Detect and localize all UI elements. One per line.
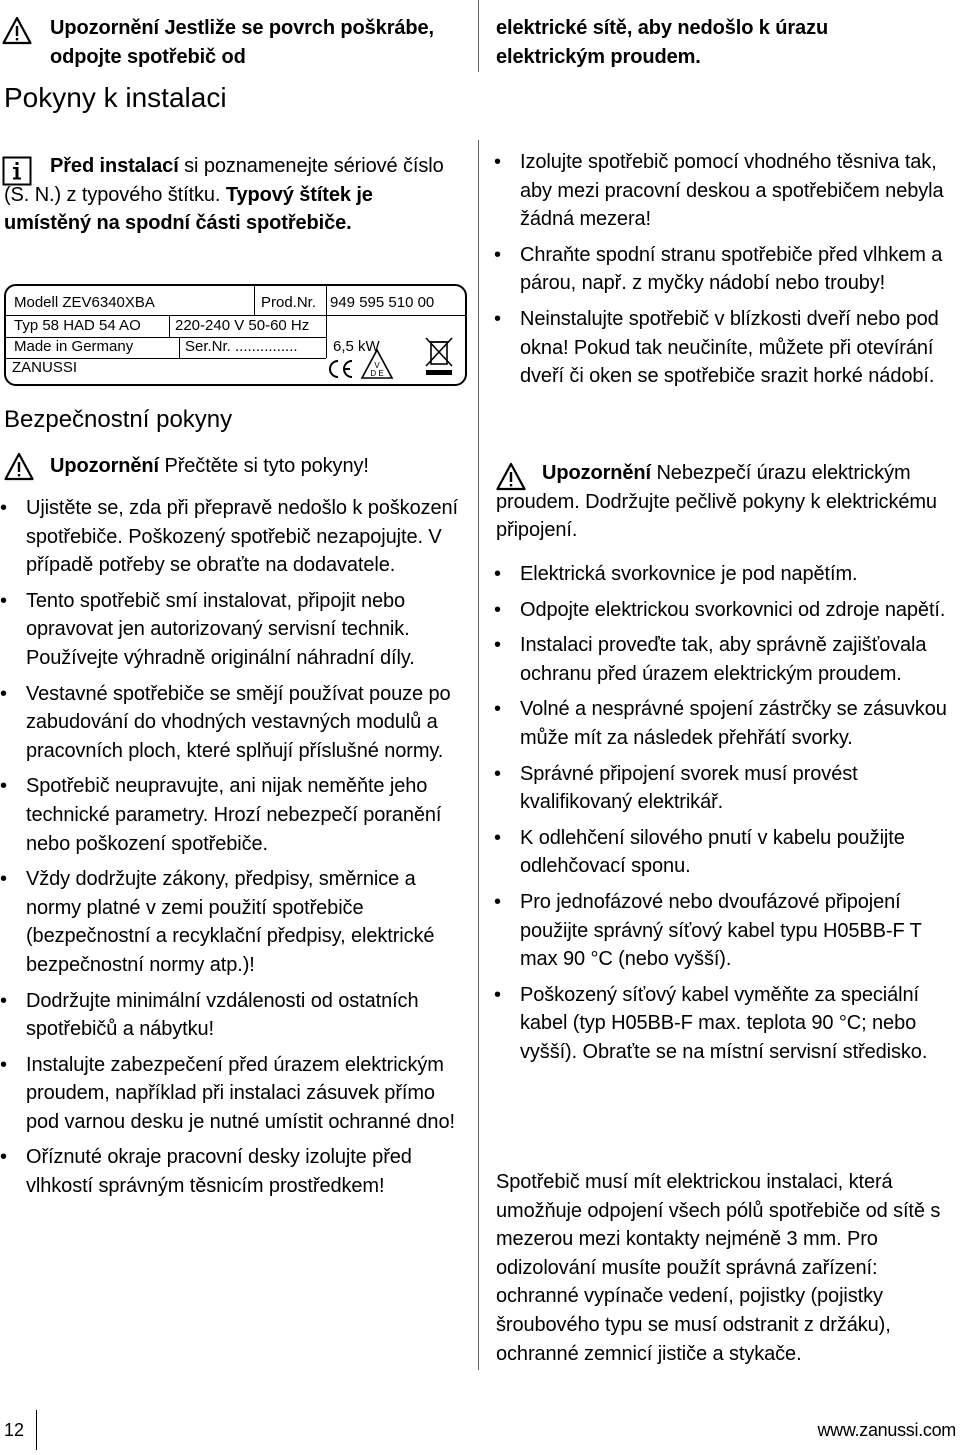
safety-warning-bold: Upozornění — [50, 455, 159, 477]
right-bullet-list-bottom — [494, 560, 958, 1074]
electric-warning — [496, 459, 954, 545]
plate-prod-nr: 949 595 510 00 — [330, 294, 435, 311]
list-item: • Elektrická svorkovnice je pod napětím. — [494, 560, 958, 589]
info-note-tail: Typový štítek je umístěný na spodní části spotřebiče. — [4, 183, 373, 235]
info-note-lead: Před instalací — [50, 155, 179, 177]
info-note-text: si poznamenejte sériové číslo (S. N.) z typového štítku. — [4, 155, 444, 206]
section-title: Pokyny k instalaci — [4, 82, 227, 113]
plate-made-in: Made in Germany — [14, 338, 134, 355]
electric-warning-text: Nebezpečí úrazu elektrickým proudem. Dodržujte pečlivě pokyny k elektrickému připojení. — [496, 462, 937, 542]
warning-icon — [2, 16, 32, 46]
list-item: • Ujistěte se, zda při přepravě nedošlo k poškození spotřebiče. Poškozený spotřebič nezapojujte. V případě potřeby se obraťte na dodavatele. — [0, 494, 462, 580]
list-item: • Dodržujte minimální vzdálenosti od ostatních spotřebičů a nábytku! — [0, 987, 462, 1044]
safety-warning-text: Přečtěte si tyto pokyny! — [164, 455, 369, 477]
warning-icon — [4, 452, 34, 482]
column-divider — [478, 140, 479, 1370]
list-item: • Instalujte zabezpečení před úrazem elektrickým proudem, například při instalaci zásuvek přímo pod varnou desku je nutné umístit ochranné dno! — [0, 1051, 462, 1137]
list-item: • Volné a nesprávné spojení zástrčky se zásuvkou může mít za následek přehřátí svorky. — [494, 695, 958, 752]
plate-divider — [6, 315, 465, 316]
right-bullet-list-top — [494, 148, 958, 398]
list-item: • Pro jednofázové nebo dvoufázové připojení použijte správný síťový kabel typu H05BB-F T max 90 °C (nebo vyšší). — [494, 888, 958, 974]
electric-warning-bold: Upozornění — [542, 462, 651, 484]
page-number: 12 — [4, 1420, 25, 1440]
plate-vdivider — [179, 337, 180, 358]
website-link[interactable]: www.zanussi.com — [817, 1420, 956, 1440]
list-item: • Spotřebič neupravujte, ani nijak neměňte jeho technické parametry. Hrozí nebezpečí poranění nebo poškození spotřebiče. — [0, 772, 462, 858]
left-bullet-list — [0, 494, 462, 1208]
weee-bin-icon — [424, 334, 454, 376]
svg-text:D E: D E — [370, 369, 384, 378]
plate-ser-nr: Ser.Nr. ............... — [185, 338, 298, 355]
plate-vdivider — [254, 286, 255, 315]
ce-mark-icon — [326, 358, 356, 380]
svg-text:V: V — [374, 361, 380, 370]
plate-vdivider — [326, 286, 327, 358]
column-divider — [478, 0, 479, 72]
plate-model: Modell ZEV6340XBA — [14, 294, 155, 311]
plate-type: Typ 58 HAD 54 AO — [14, 317, 141, 334]
safety-title: Bezpečnostní pokyny — [4, 406, 233, 433]
list-item: • Vestavné spotřebiče se smějí používat pouze po zabudování do vhodných vestavných modulů a pracovních ploch, které splňují příslušné normy. — [0, 680, 462, 766]
list-item: • Poškozený síťový kabel vyměňte za speciální kabel (typ H05BB-F max. teplota 90 °C; nebo vyšší). Obraťte se na místní servisní středisko. — [494, 981, 958, 1067]
rating-plate — [4, 284, 467, 386]
info-note — [4, 152, 454, 238]
list-item: • Tento spotřebič smí instalovat, připojit nebo opravovat jen autorizovaný servisní technik. Používejte výhradně originální náhradní díly. — [0, 587, 462, 673]
plate-vdivider — [169, 315, 170, 337]
plate-prod-nr-label: Prod.Nr. — [261, 294, 317, 311]
list-item: • Oříznuté okraje pracovní desky izolujte před vlhkostí správným těsnicím prostředkem! — [0, 1143, 462, 1200]
list-item: • Neinstalujte spotřebič v blízkosti dveří nebo pod okna! Pokud tak neučiníte, můžete při otevírání dveří či oken se spotřebiče srazit horké nádobí. — [494, 305, 958, 391]
closing-paragraph: Spotřebič musí mít elektrickou instalaci, která umožňuje odpojení všech pólů spotřebiče od sítě s mezerou mezi kontakty nejméně 3 mm. Pro odizolování musíte použít správná zařízení: ochranné vypínače vedení, pojistky (pojistky šroubového typu se musí odstranit z držáku), ochranné zemnicí jističe a stykače. — [496, 1171, 941, 1365]
plate-voltage: 220-240 V 50-60 Hz — [175, 317, 310, 334]
list-item: • Vždy dodržujte zákony, předpisy, směrnice a normy platné v zemi použití spotřebiče (bezpečnostní a recyklační předpisy, elektrické bezpečnostní normy atp.)! — [0, 865, 462, 979]
footer-divider — [36, 1410, 37, 1450]
vde-mark-icon — [360, 348, 394, 380]
list-item: • K odlehčení silového pnutí v kabelu použijte odlehčovací sponu. — [494, 824, 958, 881]
plate-power: 6,5 kW — [333, 338, 380, 355]
list-item: • Chraňte spodní stranu spotřebiče před vlhkem a párou, např. z myčky nádobí nebo trouby! — [494, 241, 958, 298]
list-item: • Správné připojení svorek musí provést kvalifikovaný elektrikář. — [494, 760, 958, 817]
top-warning-continuation: elektrické sítě, aby nedošlo k úrazu elektrickým proudem. — [496, 17, 829, 68]
list-item: • Odpojte elektrickou svorkovnici od zdroje napětí. — [494, 596, 958, 625]
safety-warning — [50, 452, 460, 481]
list-item: • Izolujte spotřebič pomocí vhodného těsniva tak, aby mezi pracovní deskou a spotřebičem nebyla žádná mezera! — [494, 148, 958, 234]
plate-brand: ZANUSSI — [12, 359, 78, 376]
top-warning-text: Upozornění Jestliže se povrch poškrábe, odpojte spotřebič od — [50, 17, 434, 68]
list-item: • Instalaci proveďte tak, aby správně zajišťovala ochranu před úrazem elektrickým proudem. — [494, 631, 958, 688]
